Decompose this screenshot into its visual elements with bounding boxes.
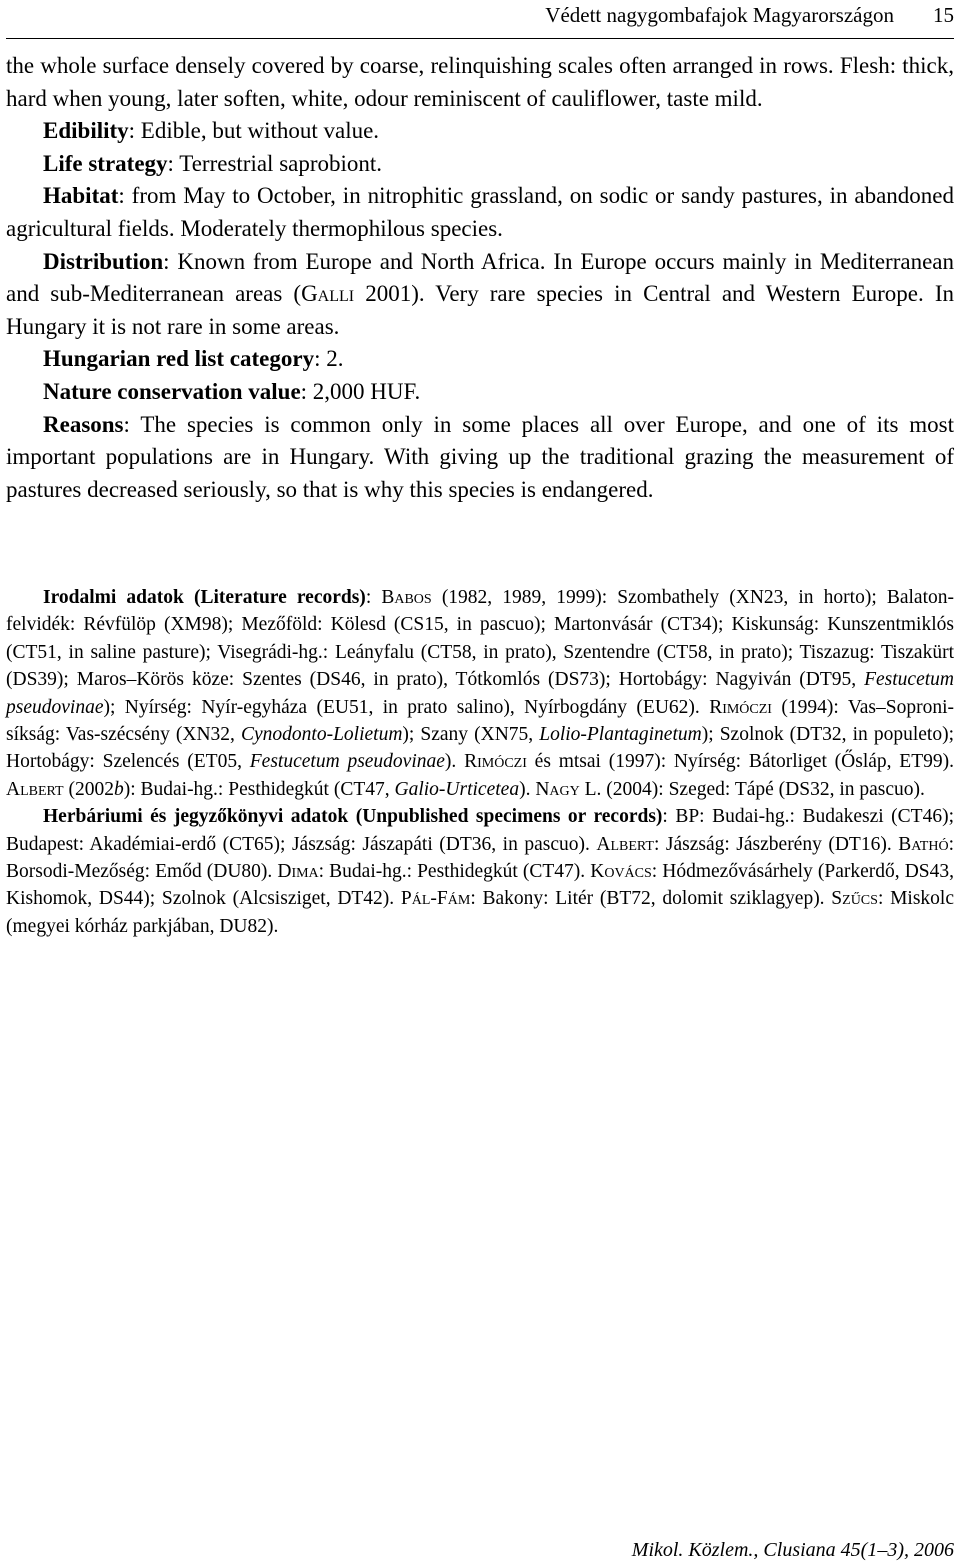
habitat: Habitat: from May to October, in nitrophitic grassland, on sodic or sandy pastures, in abandoned agricultural fields. Moderately thermophilous species. <box>6 183 954 241</box>
literature-records: Irodalmi adatok (Literature records): Babos (1982, 1989, 1999): Szombathely (XN23, in horto); Balaton-felvidék: Révfülöp (XM98); Mezőföld: Kölesd (CS15, in pascuo); Martonvásár (CT34); Kiskunság: Kunszentmiklós (CT51, in saline pasture); Visegrádi-hg.: Leányfalu (CT58, in prato), Szentendre (CT58, in prato); Tiszazug: Tiszakürt (DS39); Maros–Körös köze: Szentes (DS46, in prato), Tótkomlós (DS73); Hortobágy: Nagyiván (DT95, Festucetum pseudovinae); Nyírség: Nyír-egyháza (EU51, in prato salino), Nyírbogdány (EU62). Rimóczi (1994): Vas–Soproni-síkság: Vas-szécsény (XN32, Cynodonto-Lolietum); Szany (XN75, Lolio-Plantaginetum); Szolnok (DT32, in populeto); Hortobágy: Szelencés (ET05, Festucetum pseudovinae). Rimóczi és mtsai (1997): Nyírség: Bátorliget (Ősláp, ET99). Albert (2002b): Budai-hg.: Pesthidegkút (CT47, Galio-Urticetea). Nagy L. (2004): Szeged: Tápé (DS32, in pascuo). <box>6 587 955 800</box>
life-strategy: Life strategy: Terrestrial saprobiont. <box>43 150 383 176</box>
journal-footer: Mikol. Közlem., Clusiana 45(1–3), 2006 <box>631 1539 954 1561</box>
distribution: Distribution: Known from Europe and North Africa. In Europe occurs mainly in Mediterranean and sub-Mediterranean areas (Galli 2001). Very rare species in Central and Western Europe. In Hungary it is not rare in some areas. <box>6 248 954 339</box>
edibility: Edibility: Edible, but without value. <box>43 118 380 144</box>
running-header <box>6 2 954 32</box>
herbarium-records: Herbáriumi és jegyzőkönyvi adatok (Unpublished specimens or records): BP: Budai-hg.: Budakeszi (CT46); Budapest: Akadémiai-erdő (CT65); Jászság: Jászapáti (DT36, in pascuo). Albert: Jászság: Jászberény (DT16). Bathó: Borsodi-Mezőség: Emőd (DU80). Dima: Budai-hg.: Pesthidegkút (CT47). Kovács: Hódmezővásárhely (Parkerdő, DS43, Kishomok, DS44); Szolnok (Alcsisziget, DT42). Pál-Fám: Bakony: Litér (BT72, dolomit sziklagyep). Szűcs: Miskolc (megyei kórház parkjában, DU82). <box>6 806 955 937</box>
records-section <box>6 584 954 940</box>
conservation-value: Nature conservation value: 2,000 HUF. <box>43 378 421 404</box>
header-rule <box>6 38 954 39</box>
species-description <box>6 50 954 506</box>
reasons: Reasons: The species is common only in some places all over Europe, and one of its most important populations are in Hungary. With giving up the traditional grazing the measurement of pastures decreased seriously, so that is why this species is endangered. <box>6 411 954 502</box>
description-continuation: the whole surface densely covered by coarse, relinquishing scales often arranged in rows. Flesh: thick, hard when young, later soften, white, odour reminiscent of cauliflower, taste mild. <box>6 53 954 111</box>
running-title: Védett nagygombafajok Magyarországon <box>545 3 894 27</box>
page <box>6 0 954 1564</box>
red-list-category: Hungarian red list category: 2. <box>43 346 344 372</box>
page-number: 15 <box>933 3 954 27</box>
